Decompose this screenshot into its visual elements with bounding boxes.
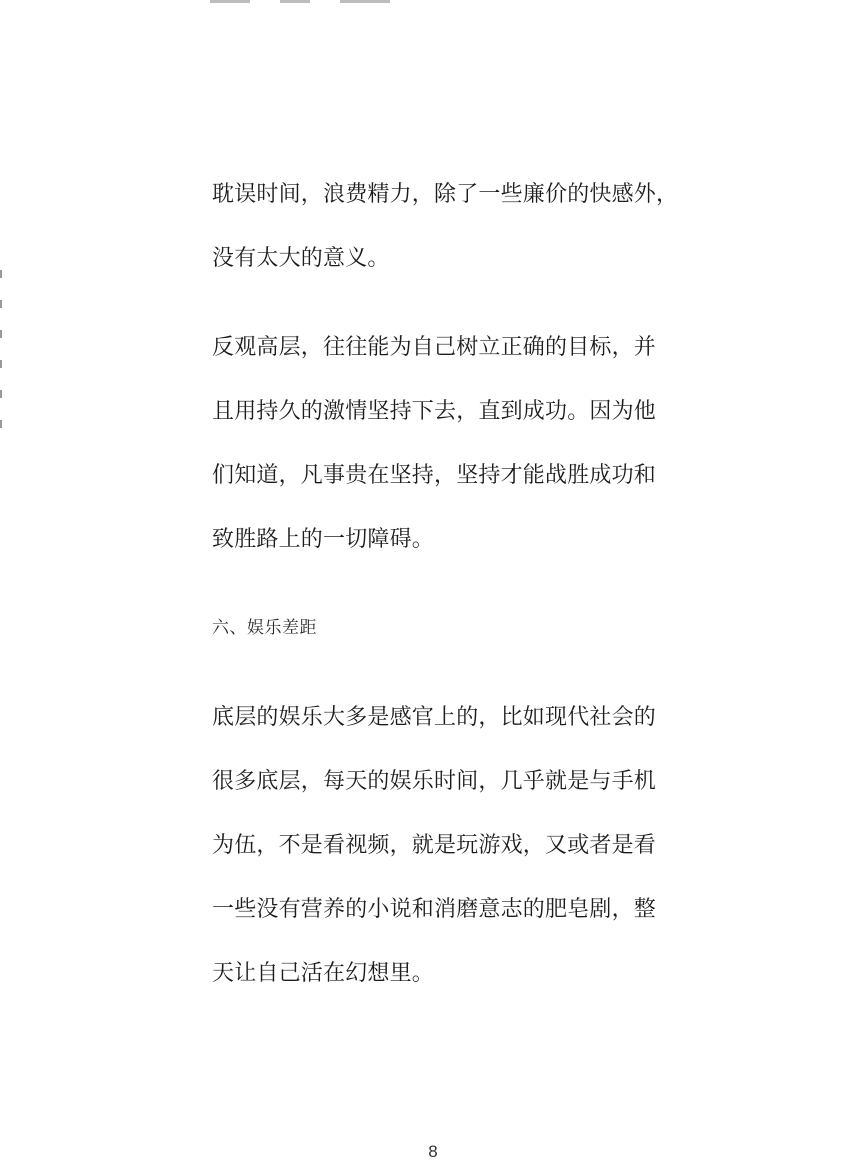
- paragraph-3-line-5: 天让自己活在幻想里。: [212, 961, 435, 986]
- section-heading: 六、娱乐差距: [212, 618, 317, 638]
- paragraph-3-line-4: 一些没有营养的小说和消磨意志的肥皂剧，整: [212, 897, 657, 922]
- paragraph-2-line-1: 反观高层，往往能为自己树立正确的目标，并: [212, 335, 657, 360]
- paragraph-3-line-1: 底层的娱乐大多是感官上的，比如现代社会的: [212, 705, 657, 730]
- paragraph-2-line-4: 致胜路上的一切障碍。: [212, 527, 435, 552]
- paragraph-3-line-2: 很多底层，每天的娱乐时间，几乎就是与手机: [212, 769, 657, 794]
- paragraph-2-line-3: 们知道，凡事贵在坚持，坚持才能战胜成功和: [212, 463, 657, 488]
- scan-margin-artifact: [0, 270, 4, 440]
- page-number: 8: [428, 1142, 438, 1161]
- scan-edge-artifact: [210, 0, 410, 4]
- paragraph-3-line-3: 为伍，不是看视频，就是玩游戏，又或者是看: [212, 833, 657, 858]
- paragraph-1-line-1: 耽误时间，浪费精力，除了一些廉价的快感外，: [212, 182, 679, 207]
- paragraph-1-line-2: 没有太大的意义。: [212, 246, 390, 271]
- paragraph-2-line-2: 且用持久的激情坚持下去，直到成功。因为他: [212, 399, 657, 424]
